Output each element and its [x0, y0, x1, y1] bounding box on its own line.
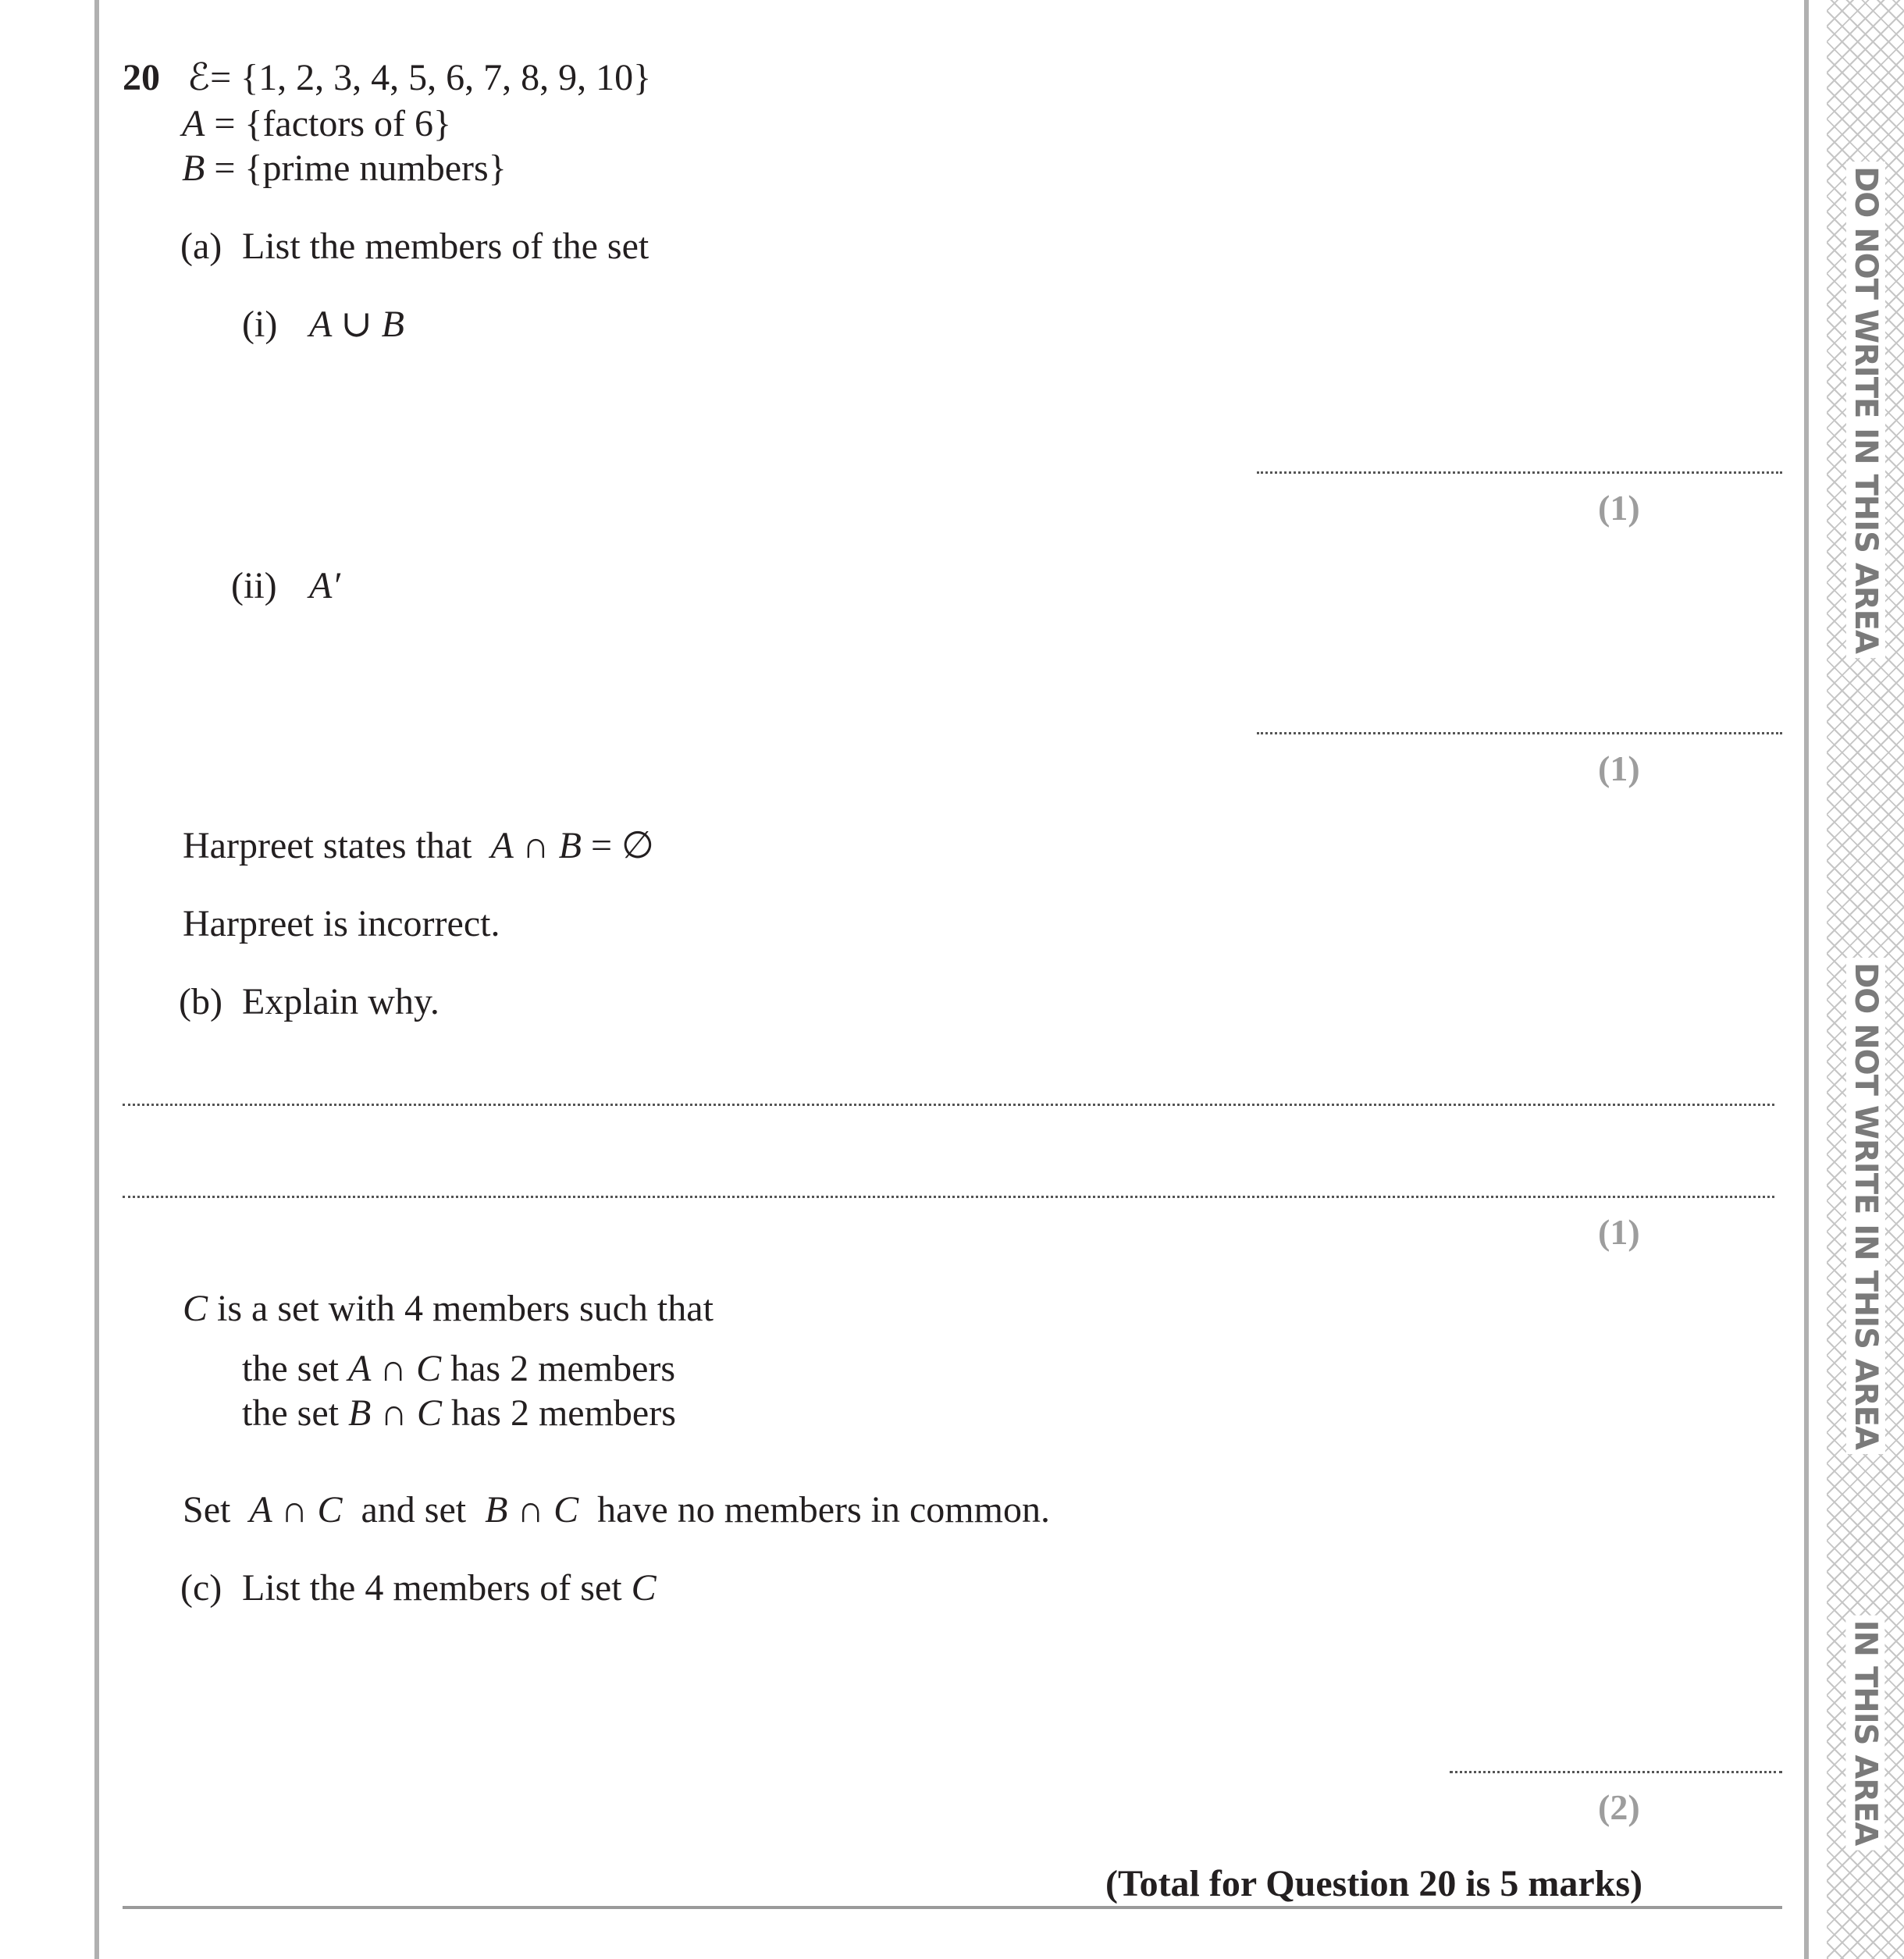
condition-a-c: the set A ∩ C has 2 members — [242, 1348, 676, 1389]
universal-set: ℰ= {1, 2, 3, 4, 5, 6, 7, 8, 9, 10} — [187, 57, 652, 98]
answer-line-aii[interactable] — [1257, 732, 1782, 734]
set-b-definition: B = {prime numbers} — [182, 148, 507, 189]
answer-line-b1[interactable] — [123, 1104, 1774, 1106]
part-aii-expression: A′ — [309, 565, 340, 606]
part-a-label: (a) — [180, 226, 222, 267]
part-c-label: (c) — [180, 1567, 222, 1609]
set-a-definition: A = {factors of 6} — [182, 103, 452, 144]
marks-c: (2) — [1598, 1787, 1640, 1827]
answer-line-c[interactable] — [1450, 1771, 1782, 1773]
bottom-rule — [123, 1906, 1782, 1909]
margin-label-bottom: IN THIS AREA — [1827, 1608, 1904, 1858]
page-border-left — [94, 0, 99, 1959]
part-b-label: (b) — [179, 981, 222, 1022]
total-marks: (Total for Question 20 is 5 marks) — [1105, 1863, 1642, 1904]
margin-label-top: DO NOT WRITE IN THIS AREA — [1827, 148, 1904, 671]
harpreet-statement: Harpreet states that A ∩ B = ∅ — [183, 825, 654, 866]
part-ai-expression: A ∪ B — [309, 304, 404, 345]
part-b-text: Explain why. — [242, 981, 440, 1022]
condition-b-c: the set B ∩ C has 2 members — [242, 1392, 676, 1434]
no-common-members: Set A ∩ C and set B ∩ C have no members in common. — [183, 1489, 1050, 1531]
set-c-intro: C is a set with 4 members such that — [183, 1288, 714, 1329]
part-a-text: List the members of the set — [242, 226, 649, 267]
marks-ai: (1) — [1598, 488, 1640, 528]
page-border-right — [1804, 0, 1809, 1959]
question-number: 20 — [123, 57, 160, 98]
part-aii-label: (ii) — [231, 565, 277, 606]
part-c-text: List the 4 members of set C — [242, 1567, 657, 1609]
harpreet-incorrect: Harpreet is incorrect. — [183, 903, 500, 944]
part-ai-label: (i) — [242, 304, 278, 345]
marks-b: (1) — [1598, 1212, 1640, 1252]
margin-label-middle: DO NOT WRITE IN THIS AREA — [1827, 944, 1904, 1467]
answer-line-ai[interactable] — [1257, 471, 1782, 474]
marks-aii: (1) — [1598, 748, 1640, 788]
answer-line-b2[interactable] — [123, 1196, 1774, 1198]
